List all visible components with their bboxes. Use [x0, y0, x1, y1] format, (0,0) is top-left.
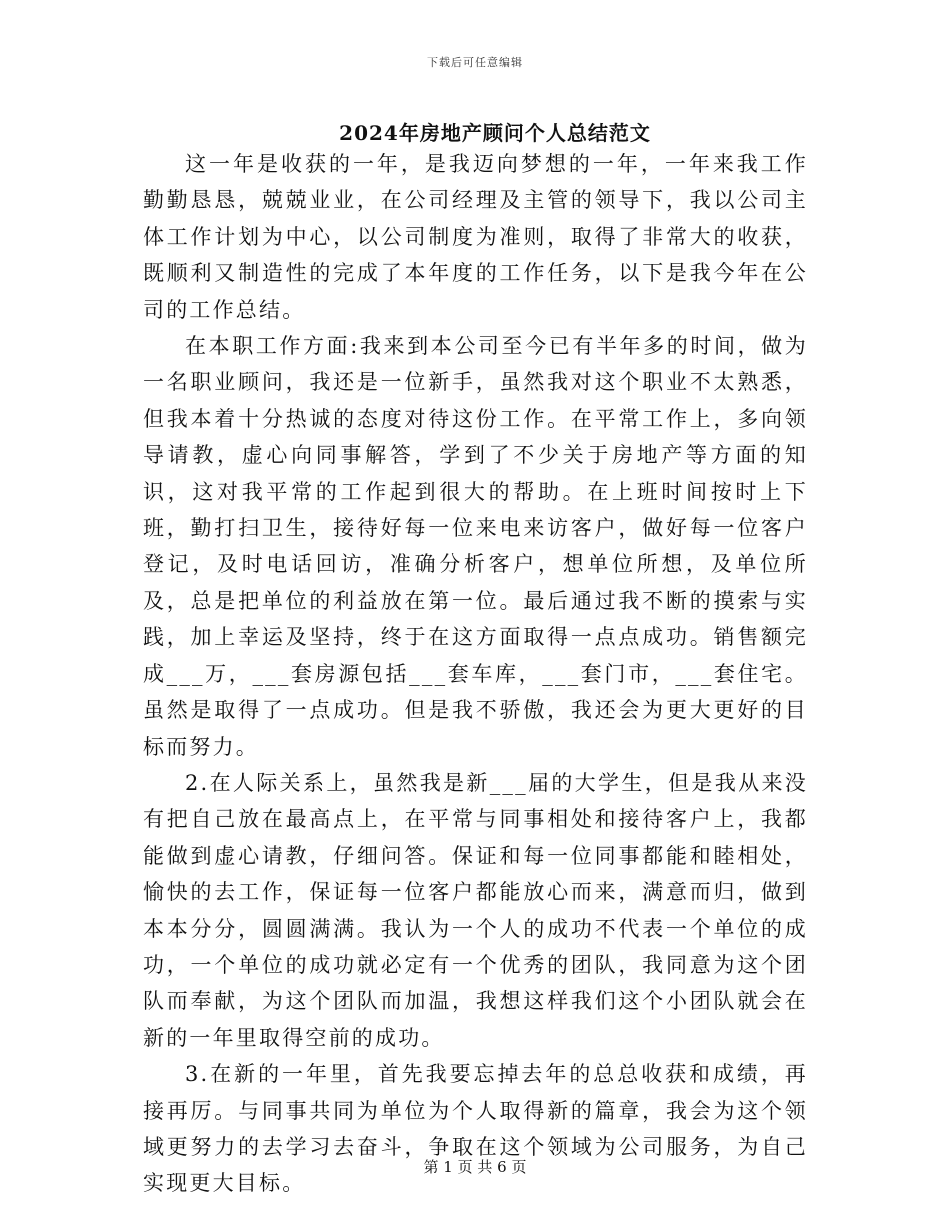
document-title: 2024年房地产顾问个人总结范文 — [339, 121, 651, 145]
paragraph-job-work: 在本职工作方面:我来到本公司至今已有半年多的时间，做为一名职业顾问，我还是一位新手，虽然我对这个职业不太熟悉，但我本着十分热诚的态度对待这份工作。在平常工作上，多向领导请教，虚心向同事解答，学到了不少关于房地产等方面的知识，这对我平常的工作起到很大的帮助。在上班时间按时上下班，勤打扫卫生，接待好每一位来电来访客户，做好每一位客户登记，及时电话回访，准确分析客户，想单位所想，及单位所及，总是把单位的利益放在第一位。最后通过我不断的摸索与实践，加上幸运及坚持，终于在这方面取得一点点成功。销售额完成___万，___套房源包括___套车库，___套门市，___套住宅。虽然是取得了一点成功。但是我不骄傲，我还会为更大更好的目标而努力。 — [143, 334, 808, 759]
header-note: 下载后可任意编辑 — [427, 56, 523, 69]
document-body — [143, 146, 808, 1202]
paragraph-intro: 这一年是收获的一年，是我迈向梦想的一年，一年来我工作勤勤恳恳，兢兢业业，在公司经理及主管的领导下，我以公司主体工作计划为中心，以公司制度为准则，取得了非常大的收获，既顺利又制造性的完成了本年度的工作任务，以下是我今年在公司的工作总结。 — [143, 152, 808, 322]
paragraph-new-year: 3.在新的一年里，首先我要忘掉去年的总总收获和成绩，再接再厉。与同事共同为单位为个人取得新的篇章，我会为这个领域更努力的去学习去奋斗，争取在这个领域为公司服务，为自己实现更大目标。 — [143, 1062, 808, 1196]
page-number-footer: 第 1 页 共 6 页 — [423, 1158, 527, 1176]
paragraph-relationships: 2.在人际关系上，虽然我是新___届的大学生，但是我从来没有把自己放在最高点上，在平常与同事相处和接待客户上，我都能做到虚心请教，仔细问答。保证和每一位同事都能和睦相处，愉快的去工作，保证每一位客户都能放心而来，满意而归，做到本本分分，圆圆满满。我认为一个人的成功不代表一个单位的成功，一个单位的成功就必定有一个优秀的团队，我同意为这个团队而奉献，为这个团队而加温，我想这样我们这个小团队就会在新的一年里取得空前的成功。 — [143, 770, 808, 1050]
